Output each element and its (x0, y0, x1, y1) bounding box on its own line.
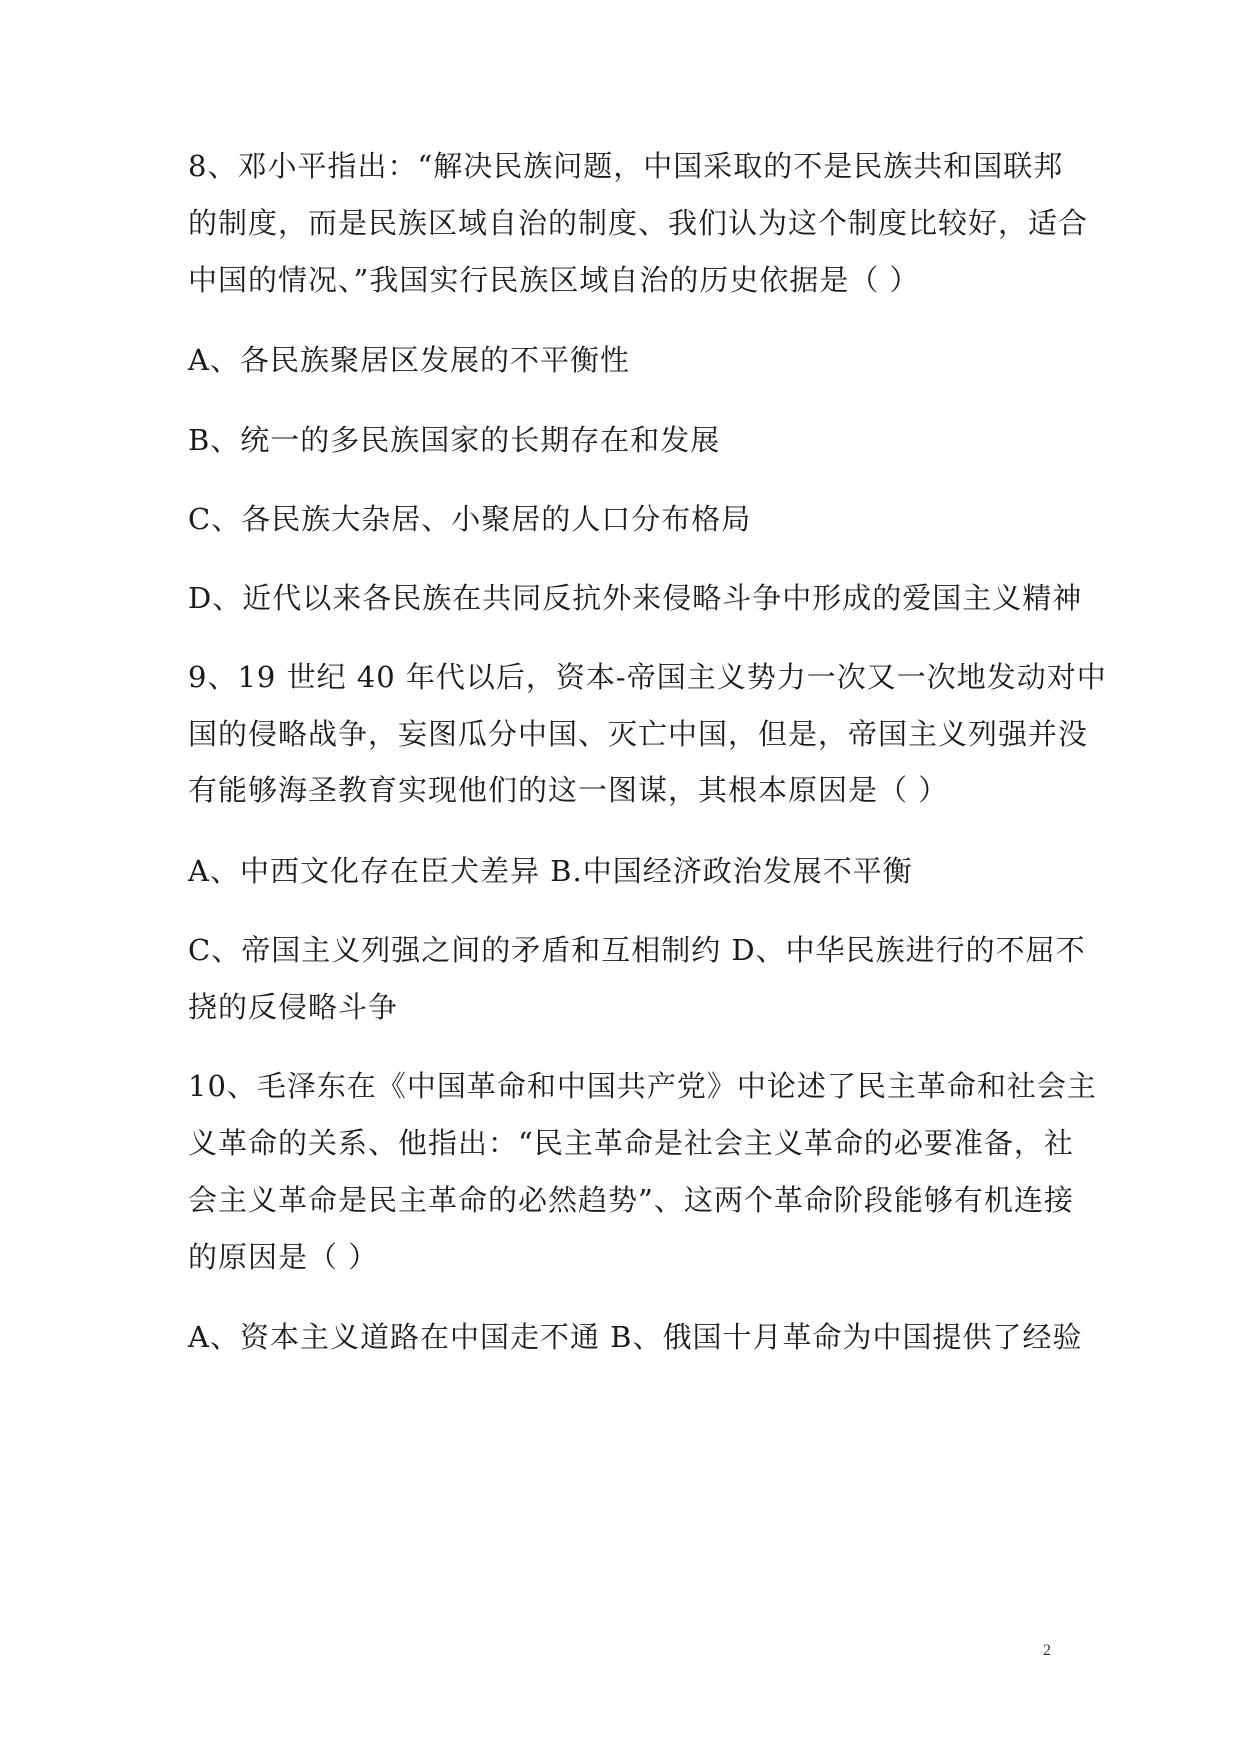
q10-stem-line-1: 10、毛泽东在《中国革命和中国共产党》中论述了民主革命和社会主 (188, 1069, 1097, 1103)
q8-option-d: D、近代以来各民族在共同反抗外来侵略斗争中形成的爱国主义精神 (188, 581, 1083, 615)
q9-options-ab: A、中西文化存在臣犬差异 B.中国经济政治发展不平衡 (188, 854, 913, 888)
q9-stem-line-2: 国的侵略战争，妄图瓜分中国、灭亡中国，但是，帝国主义列强并没 (188, 717, 1089, 751)
q9-stem-line-3: 有能够海圣教育实现他们的这一图谋，其根本原因是（ ） (188, 773, 949, 807)
q8-option-a: A、各民族聚居区发展的不平衡性 (188, 343, 630, 377)
q8-stem-line-2: 的制度，而是民族区域自治的制度、我们认为这个制度比较好，适合 (188, 206, 1089, 240)
q8-stem-line-3: 中国的情况、”我国实行民族区域自治的历史依据是（ ） (188, 263, 920, 297)
q9-options-cd-line-2: 挠的反侵略斗争 (188, 990, 399, 1024)
q9-options-cd-line-1: C、帝国主义列强之间的矛盾和互相制约 D、中华民族进行的不屈不 (188, 933, 1086, 967)
q10-stem-line-4: 的原因是（ ） (188, 1240, 379, 1274)
page-number: 2 (1043, 1642, 1051, 1659)
q10-options-ab: A、资本主义道路在中国走不通 B、俄国十月革命为中国提供了经验 (188, 1320, 1083, 1354)
q9-stem-line-1: 9、19 世纪 40 年代以后，资本-帝国主义势力一次又一次地发动对中 (188, 660, 1107, 694)
q8-option-b: B、统一的多民族国家的长期存在和发展 (188, 423, 721, 457)
q8-option-c: C、各民族大杂居、小聚居的人口分布格局 (188, 502, 752, 536)
q8-stem-line-1: 8、邓小平指出：“解决民族问题，中国采取的不是民族共和国联邦 (188, 149, 1064, 183)
q10-stem-line-3: 会主义革命是民主革命的必然趋势”、这两个革命阶段能够有机连接 (188, 1183, 1074, 1217)
q10-stem-line-2: 义革命的关系、他指出：“民主革命是社会主义革命的必要准备，社 (188, 1126, 1074, 1160)
